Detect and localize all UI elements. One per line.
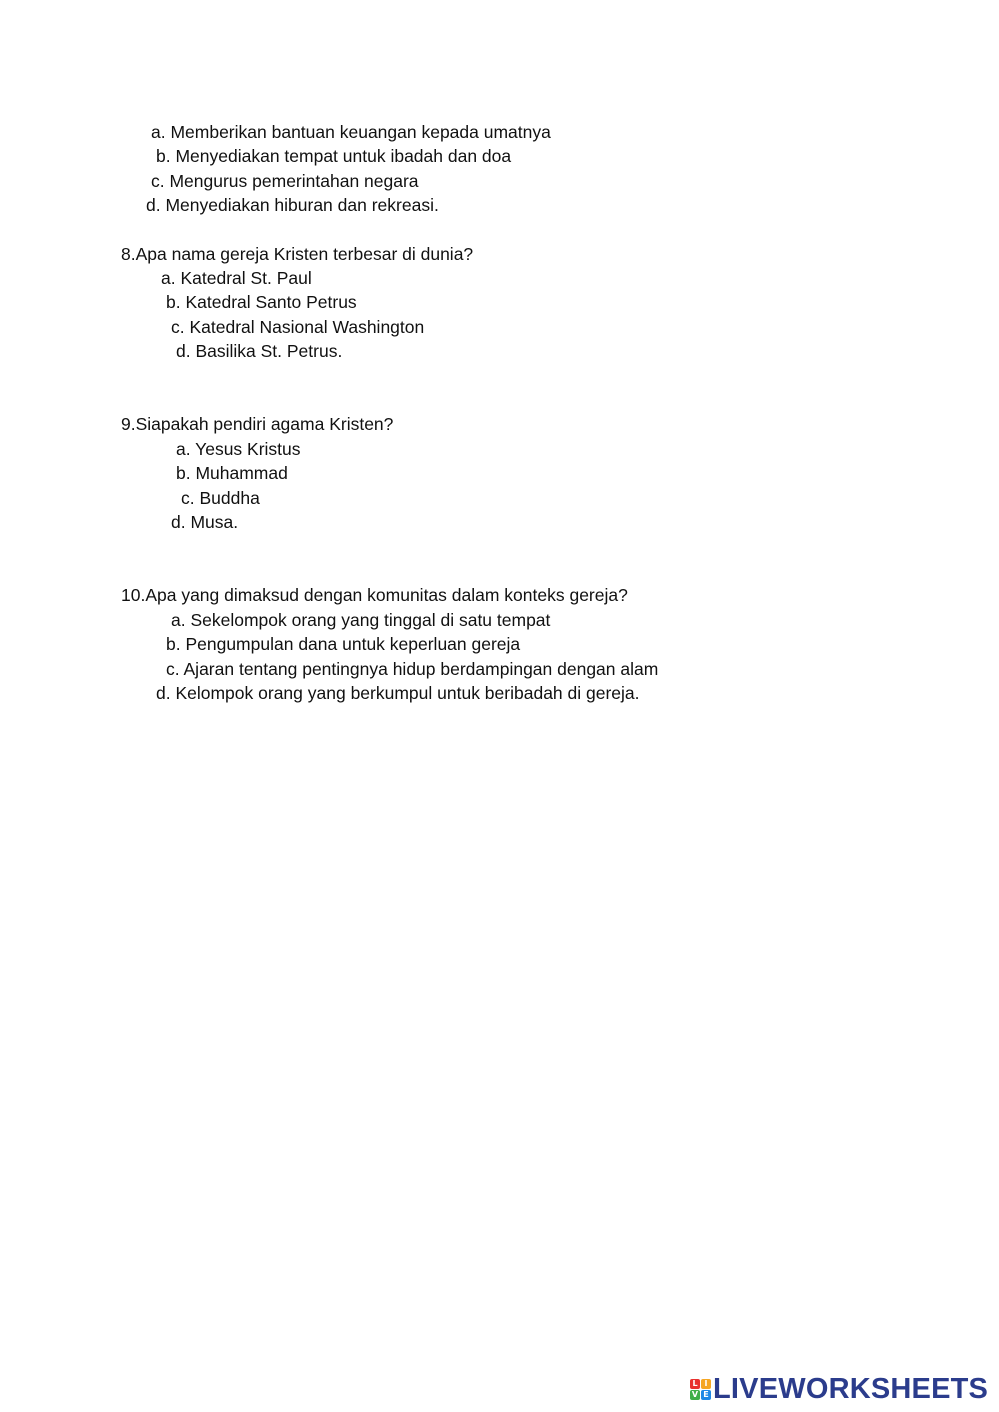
q9-option-d: d. Musa. <box>171 512 239 532</box>
q8-option-a: a. Katedral St. Paul <box>161 268 312 288</box>
q8-option-d: d. Basilika St. Petrus. <box>176 341 343 361</box>
q9-option-c: c. Buddha <box>181 488 260 508</box>
logo-tile-e: E <box>701 1390 711 1400</box>
q8-question: 8.Apa nama gereja Kristen terbesar di dunia? <box>121 244 474 264</box>
q7-option-b: b. Menyediakan tempat untuk ibadah dan doa <box>156 146 512 166</box>
q8-option-b: b. Katedral Santo Petrus <box>166 292 357 312</box>
q10-option-b: b. Pengumpulan dana untuk keperluan gereja <box>166 634 521 654</box>
logo-tile-l: L <box>690 1379 700 1389</box>
q7-option-d: d. Menyediakan hiburan dan rekreasi. <box>146 195 439 215</box>
q10-option-c: c. Ajaran tentang pentingnya hidup berdampingan dengan alam <box>166 659 659 679</box>
liveworksheets-logo <box>690 1372 988 1406</box>
logo-tile-v: V <box>691 1389 699 1399</box>
q9-option-b: b. Muhammad <box>176 463 288 483</box>
q10-option-d: d. Kelompok orang yang berkumpul untuk beribadah di gereja. <box>156 683 640 703</box>
q10-option-a: a. Sekelompok orang yang tinggal di satu tempat <box>171 610 551 630</box>
q7-option-c: c. Mengurus pemerintahan negara <box>151 171 419 191</box>
q8-option-c: c. Katedral Nasional Washington <box>171 317 425 337</box>
logo-wordmark: LIVEWORKSHEETS <box>713 1373 989 1405</box>
logo-tile-i: I <box>701 1379 711 1389</box>
q9-option-a: a. Yesus Kristus <box>176 439 301 459</box>
liveworksheets-logo-icon <box>690 1379 711 1400</box>
q9-question: 9.Siapakah pendiri agama Kristen? <box>121 414 394 434</box>
q7-option-a: a. Memberikan bantuan keuangan kepada umatnya <box>151 122 551 142</box>
q10-question: 10.Apa yang dimaksud dengan komunitas dalam konteks gereja? <box>121 585 628 605</box>
